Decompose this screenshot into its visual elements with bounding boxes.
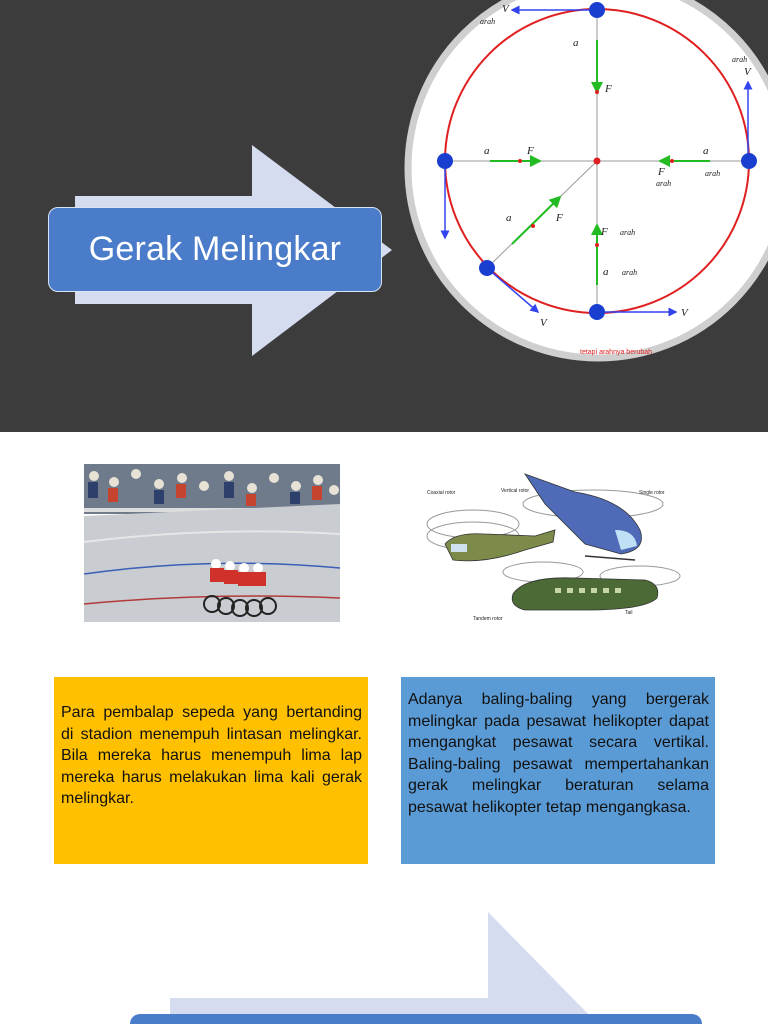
top-banner — [0, 0, 768, 432]
point-right — [741, 153, 757, 169]
svg-text:a: a — [703, 145, 709, 157]
center-point — [594, 158, 601, 165]
svg-text:V: V — [744, 66, 751, 78]
svg-text:Single rotor: Single rotor — [639, 490, 665, 496]
cyclists-description: Para pembalap sepeda yang bertanding di stadion menempuh lintasan melingkar. Bila mereka harus menempuh lima lap mereka harus melakukan lima kali gerak melingkar. — [54, 677, 368, 864]
svg-text:arah: arah — [705, 169, 721, 178]
svg-text:arah: arah — [620, 228, 636, 237]
point-top — [589, 2, 605, 18]
svg-text:Tail: Tail — [625, 610, 633, 616]
cyclists-velodrome-photo — [84, 464, 340, 622]
bottom-title-box — [130, 1014, 702, 1024]
helicopter-rotor-diagram — [425, 464, 687, 624]
svg-text:V: V — [502, 3, 509, 15]
svg-text:F: F — [527, 145, 534, 157]
svg-text:Vertical rotor: Vertical rotor — [501, 488, 530, 494]
svg-text:V: V — [681, 307, 688, 319]
svg-text:F: F — [556, 212, 563, 224]
svg-text:Coaxial rotor: Coaxial rotor — [427, 490, 456, 496]
svg-text:arah: arah — [656, 179, 672, 188]
point-lower-left — [479, 260, 495, 276]
circular-motion-diagram — [0, 0, 768, 432]
svg-text:V: V — [540, 317, 547, 329]
svg-text:Tandem rotor: Tandem rotor — [473, 616, 503, 622]
svg-text:arah: arah — [480, 17, 496, 26]
svg-text:tetapi arahnya berubah: tetapi arahnya berubah — [580, 349, 652, 356]
bottom-arrow-shape — [0, 880, 768, 1024]
svg-text:a: a — [573, 37, 579, 49]
svg-text:F: F — [605, 83, 612, 95]
svg-text:F: F — [658, 166, 665, 178]
svg-text:a: a — [603, 266, 609, 278]
helicopter-description: Adanya baling-baling yang bergerak melingkar pada pesawat helikopter dapat mengangkat pesawat secara vertikal. Baling-baling pesawat mempertahankan gerak melingkar beraturan selama pesawat helikopter tetap mengangkasa. — [401, 677, 715, 864]
point-bottom — [589, 304, 605, 320]
point-left — [437, 153, 453, 169]
figure-backdrop — [408, 0, 768, 358]
svg-text:arah: arah — [732, 55, 748, 64]
svg-text:arah: arah — [622, 268, 638, 277]
svg-text:F: F — [601, 226, 608, 238]
svg-text:a: a — [506, 212, 512, 224]
page-title: Gerak Melingkar — [48, 207, 382, 292]
svg-text:a: a — [484, 145, 490, 157]
